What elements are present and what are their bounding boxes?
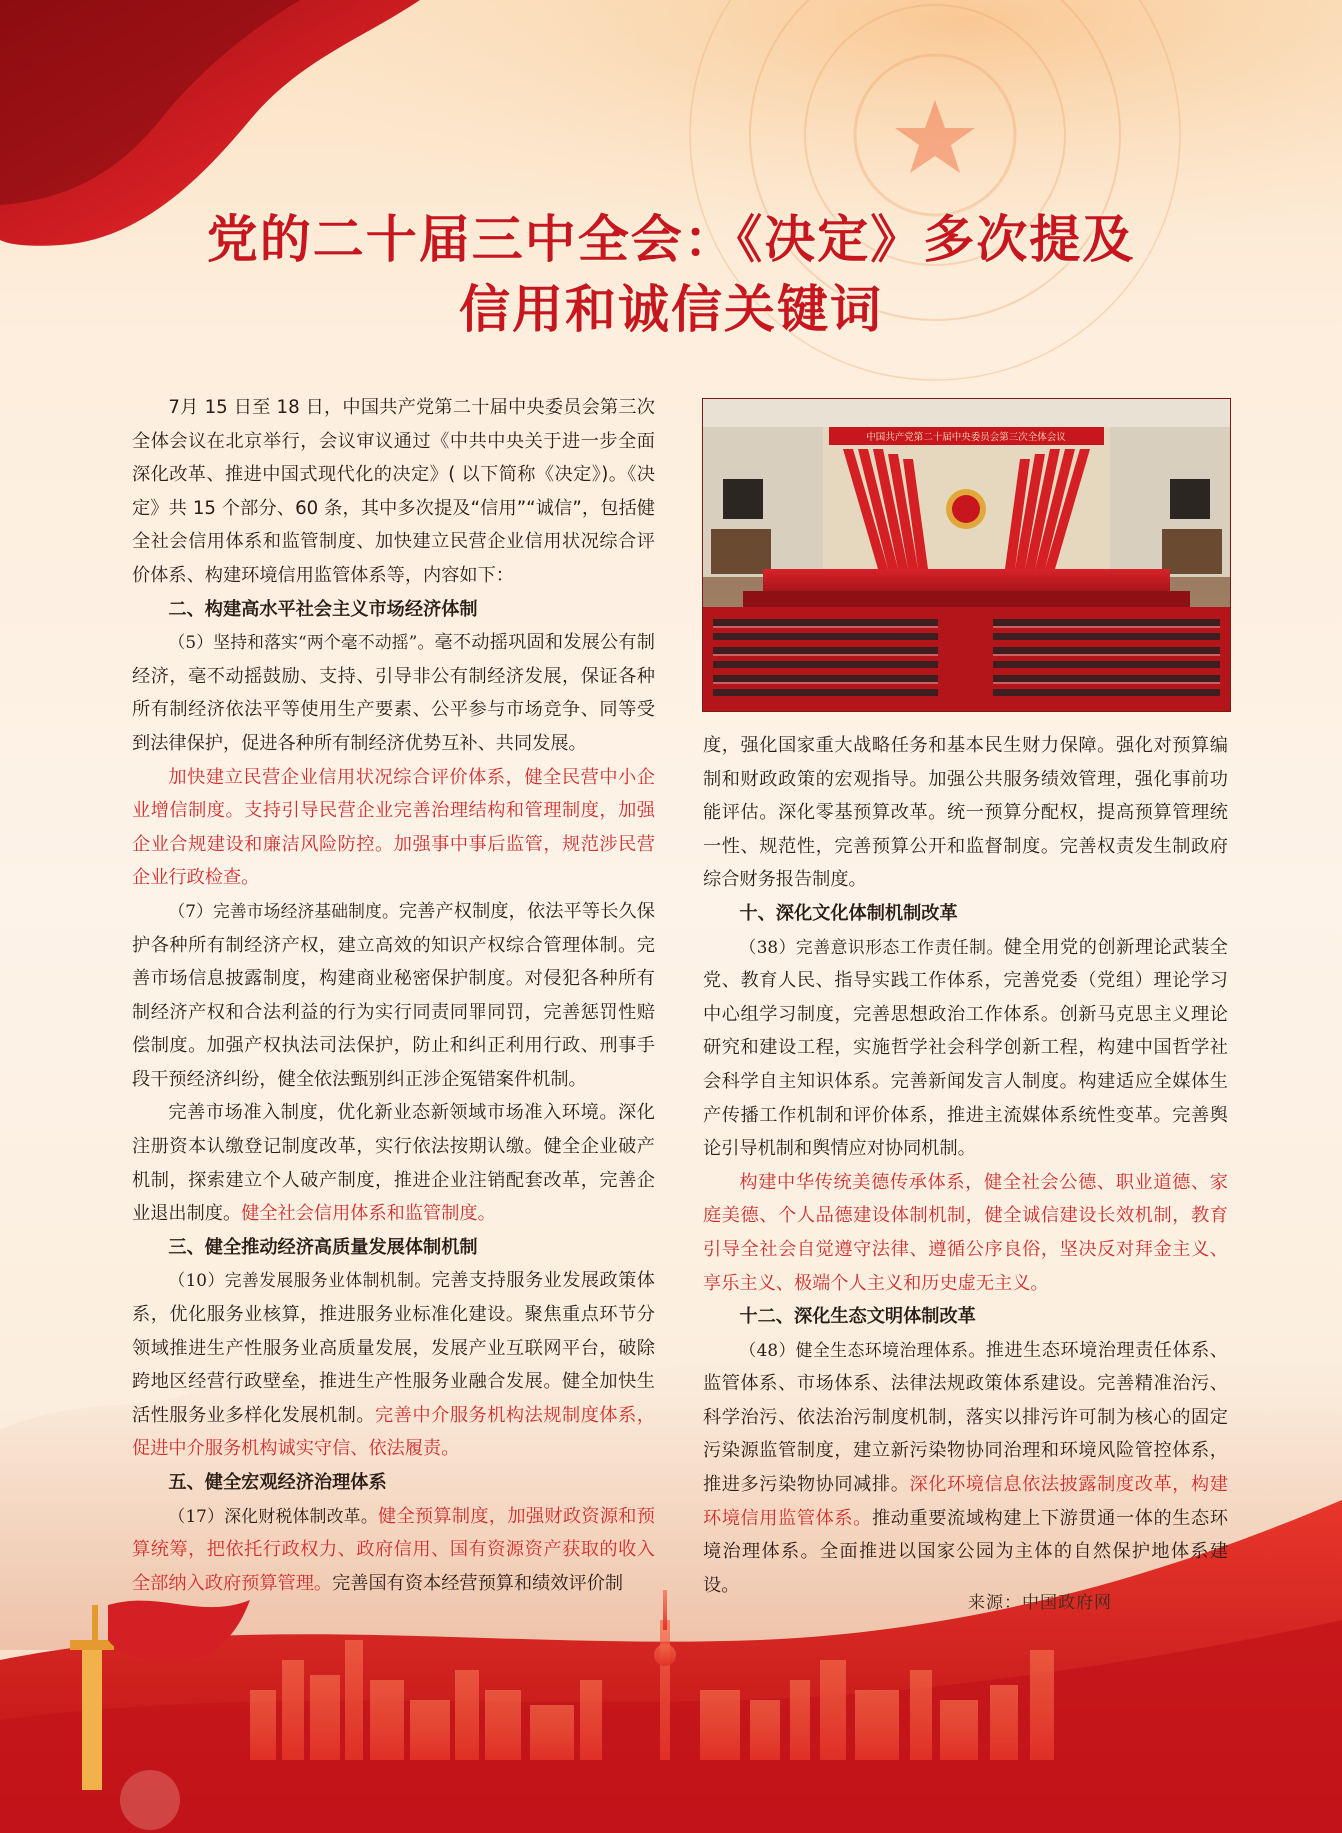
- highlight-paragraph: 构建中华传统美德传承体系，健全社会公德、职业道德、家庭美德、个人品德建设体制机制，健全诚信建设长效机制，教育引导全社会自觉遵守法律、遵循公序良俗，坚决反对拜金主义、享乐主义、极端个人主义和历史虚无主义。: [703, 1171, 1228, 1294]
- paragraph-5: [132, 626, 655, 760]
- article-column-left: [132, 391, 655, 1600]
- article-column-right: [703, 729, 1228, 1602]
- item-body: 健全用党的创新理论武装全党、教育人民、指导实践工作体系，完善党委（党组）理论学习中心组学习制度，完善思想政治工作体系。创新马克思主义理论研究和建设工程，实施哲学社会科学创新工程，构建中国哲学社会科学自主知识体系。完善新闻发言人制度。构建适应全媒体生产传播工作机制和评价体系，推进主流媒体系统性变革。完善舆论引导机制和舆情应对协同机制。: [703, 936, 1228, 1160]
- paragraph-10: [132, 1264, 655, 1466]
- section-heading-10: 十、深化文化体制机制改革: [739, 902, 958, 924]
- item-lead: （7）完善市场经济基础制度。: [168, 900, 399, 921]
- item-body: 完善市场准入制度，优化新业态新领域市场准入环境。深化注册资本认缴登记制度改革，实行依法按期认缴。健全企业破产机制，探索建立个人破产制度，推进企业注销配套改革，完善企业退出制度。: [132, 1102, 655, 1225]
- item-body: 完善国有资本经营预算和绩效评价制: [332, 1572, 624, 1594]
- section-heading-5: 五、健全宏观经济治理体系: [168, 1472, 387, 1493]
- item-body: 推动重要流域构建上下游贯通一体的生态环境治理体系。全面推进以国家公园为主体的自然保护地体系建设。: [703, 1507, 1228, 1596]
- item-body: 完善产权制度，依法平等长久保护各种所有制经济产权，建立高效的知识产权综合管理体制。完善市场信息披露制度，构建商业秘密保护制度。对侵犯各种所有制经济产权和合法利益的行为实行同责同罪同罚，完善惩罚性赔偿制度。加强产权执法司法保护，防止和纠正利用行政、刑事手段干预经济纠纷，健全依法甄别纠正涉企冤错案件机制。: [132, 900, 655, 1090]
- highlight-text: 深化环境信息依法披露制度改革，构建环境信用监管体系。: [703, 1474, 1228, 1529]
- paragraph-7: [132, 895, 655, 1097]
- item-body: 推进生态环境治理责任体系、监管体系、市场体系、法律法规政策体系建设。完善精准治污、科学治污、依法治污制度机制，落实以排污许可制为核心的固定污染源监管制度，建立新污染物协同治理和环境风险管控体系，推进多污染物协同减排。: [703, 1339, 1228, 1496]
- highlight-text: 健全预算制度，加强财政资源和预算统筹，把依托行政权力、政府信用、国有资源资产获取的收入全部纳入政府预算管理。: [132, 1505, 655, 1594]
- paragraph-48: [703, 1334, 1228, 1603]
- highlight-text: 完善中介服务机构法规制度体系，促进中介服务机构诚实守信、依法履责。: [132, 1404, 655, 1460]
- item-lead: （5）坚持和落实“两个毫不动摇”。: [168, 632, 435, 653]
- item-body: 完善支持服务业发展政策体系，优化服务业核算，推进服务业标准化建设。聚焦重点环节分领域推进生产性服务业高质量发展，发展产业互联网平台，破除跨地区经营行政壁垒，推进生产性服务业融合发展。健全加快生活性服务业多样化发展机制。: [132, 1270, 655, 1426]
- page-title-line-2: 信用和诚信关键词: [458, 280, 883, 340]
- paragraph-17: [132, 1500, 655, 1601]
- paragraph-7b: [132, 1096, 655, 1230]
- section-heading-12: 十二、深化生态文明体制改革: [739, 1306, 976, 1328]
- page-title-line-1: 党的二十届三中全会：《决定》多次提及: [206, 210, 1136, 270]
- intro-paragraph: 7月 15 日至 18 日，中国共产党第二十届中央委员会第三次全体会议在北京举行，会议审议通过《中共中央关于进一步全面深化改革、推进中国式现代化的决定》( 以下简称《决定》)。《决定》共 15 个部分、60 条，其中多次提及“信用”“诚信”，包括健全社会信用体系和监管制度、加快建立民营企业信用状况综合评价体系、构建环境信用监管体系等，内容如下：: [132, 397, 655, 586]
- source-credit: 来源：中国政府网: [968, 1593, 1112, 1613]
- item-lead: （10）完善发展服务业体制机制。: [168, 1270, 432, 1291]
- paragraph-38: [703, 931, 1228, 1166]
- highlight-text: 健全社会信用体系和监管制度。: [241, 1203, 496, 1225]
- section-heading-3: 三、健全推动经济高质量发展体制机制: [168, 1236, 478, 1258]
- plenary-session-photo: [702, 398, 1231, 712]
- banner-text: 中国共产党第二十届中央委员会第三次全体会议: [866, 432, 1066, 443]
- item-lead: （38）完善意识形态工作责任制。: [739, 936, 1004, 957]
- item-lead: （48）健全生态环境治理体系。: [739, 1339, 986, 1360]
- highlight-paragraph: 加快建立民营企业信用状况综合评价体系，健全民营中小企业增信制度。支持引导民营企业完善治理结构和管理制度，加强企业合规建设和廉洁风险防控。加强事中事后监管，规范涉民营企业行政检查。: [132, 766, 655, 889]
- paragraph-17-continued: 度，强化国家重大战略任务和基本民生财力保障。强化对预算编制和财政政策的宏观指导。加强公共服务绩效管理，强化事前功能评估。深化零基预算改革。统一预算分配权，提高预算管理统一性、规范性，完善预算公开和监督制度。完善权责发生制政府综合财务报告制度。: [703, 735, 1228, 891]
- item-lead: （17）深化财税体制改革。: [168, 1505, 378, 1526]
- section-heading-2: 二、构建高水平社会主义市场经济体制: [168, 598, 478, 620]
- item-body: 毫不动摇巩固和发展公有制经济，毫不动摇鼓励、支持、引导非公有制经济发展，保证各种所有制经济依法平等使用生产要素、公平参与市场竞争、同等受到法律保护，促进各种所有制经济优势互补、共同发展。: [132, 632, 655, 754]
